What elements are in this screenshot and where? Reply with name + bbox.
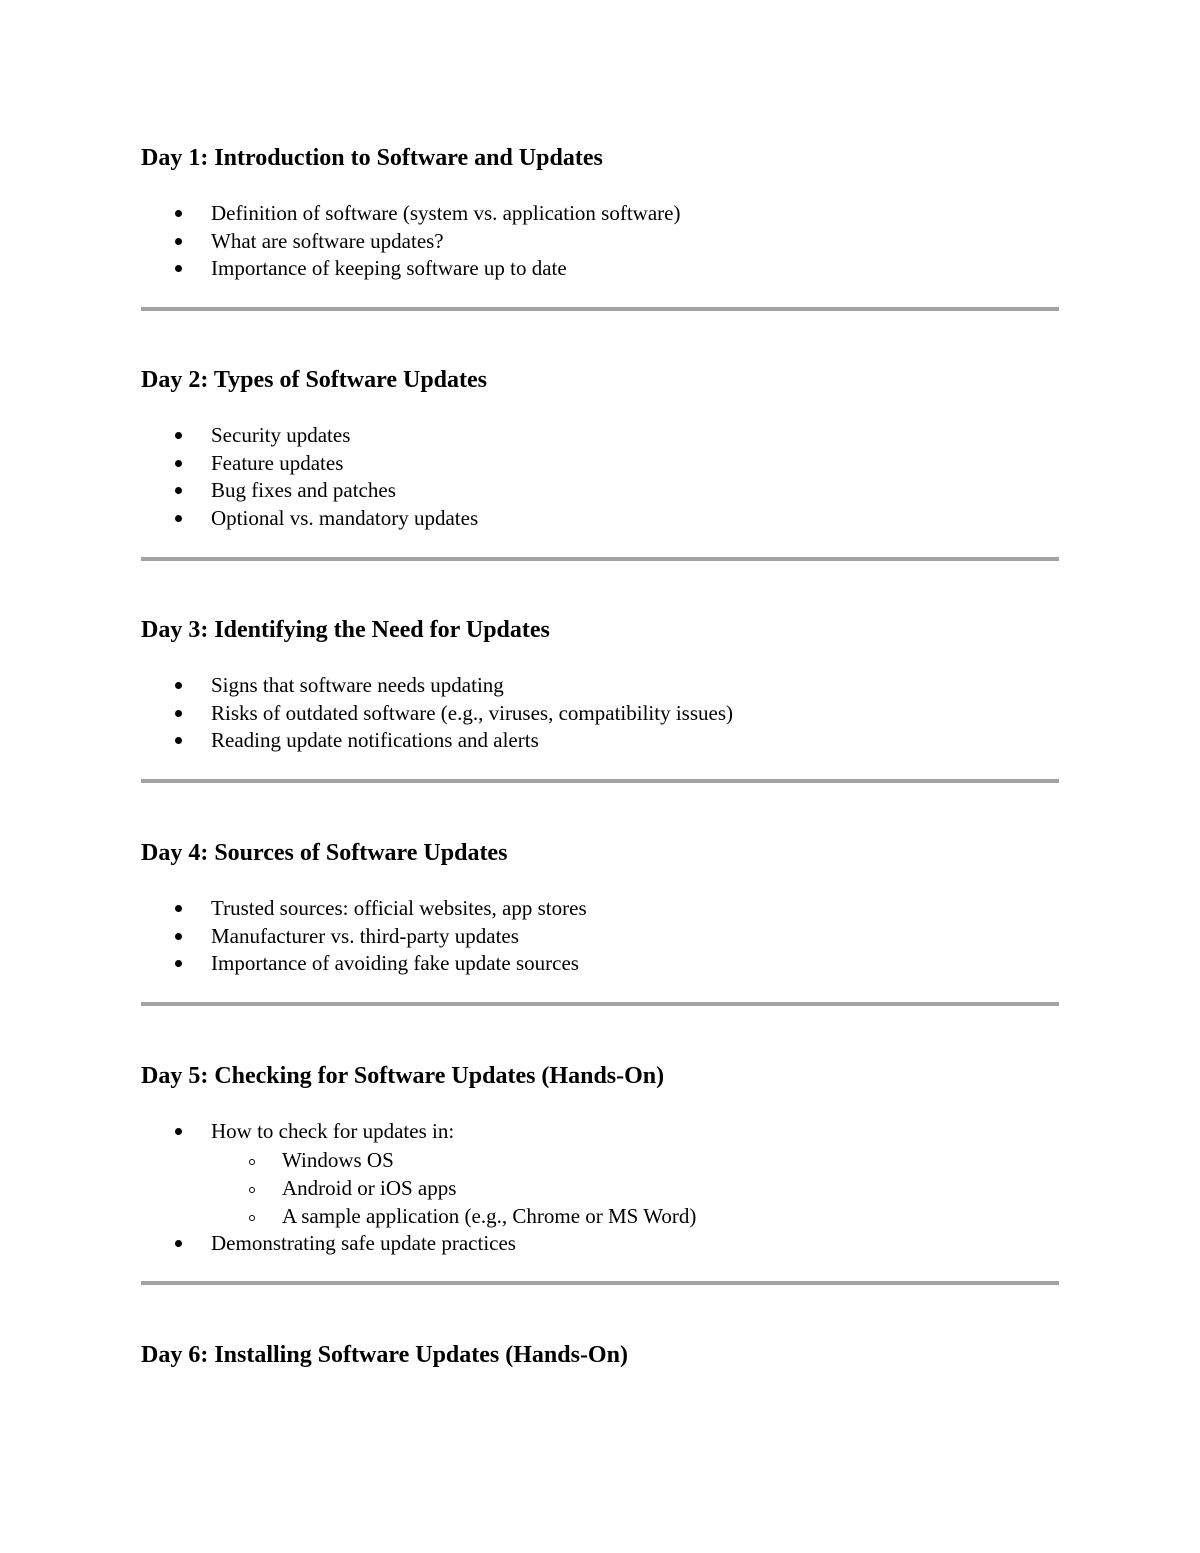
circle-bullet-icon	[249, 1215, 255, 1221]
day-5-list	[141, 1118, 1061, 1257]
circle-bullet-icon	[249, 1187, 255, 1193]
bullet-icon	[175, 487, 182, 494]
list-item-text: Reading update notifications and alerts	[211, 728, 539, 752]
bullet-icon	[175, 515, 182, 522]
bullet-icon	[175, 905, 182, 912]
day-3-list	[141, 672, 1061, 755]
day-6-heading: Day 6: Installing Software Updates (Hands-On)	[141, 1342, 628, 1368]
day-1-heading: Day 1: Introduction to Software and Updates	[141, 145, 603, 171]
list-item-text: Importance of avoiding fake update sources	[211, 951, 579, 975]
list-item-text: Manufacturer vs. third-party updates	[211, 923, 519, 948]
list-item	[141, 477, 1061, 505]
list-item	[141, 895, 1061, 923]
bullet-icon	[175, 960, 182, 967]
bullet-icon	[175, 682, 182, 689]
bullet-icon	[175, 210, 182, 217]
list-item-text: Bug fixes and patches	[211, 478, 396, 502]
list-item	[141, 422, 1061, 450]
sublist-item	[211, 1202, 1061, 1230]
list-item	[141, 450, 1061, 478]
list-item	[141, 1118, 1061, 1230]
sublist-item-text: A sample application (e.g., Chrome or MS Word)	[282, 1203, 697, 1228]
bullet-icon	[175, 432, 182, 439]
list-item-text: Demonstrating safe update practices	[211, 1230, 516, 1255]
bullet-icon	[175, 238, 182, 245]
section-divider	[141, 1002, 1059, 1006]
list-item	[141, 200, 1061, 228]
section-divider	[141, 307, 1059, 311]
day-2-section	[141, 364, 1061, 532]
bullet-icon	[175, 460, 182, 467]
section-divider	[141, 1281, 1059, 1285]
day-6-section	[141, 1339, 1061, 1371]
day-3-heading: Day 3: Identifying the Need for Updates	[141, 617, 550, 643]
list-item-text: Feature updates	[211, 450, 344, 475]
day-2-heading: Day 2: Types of Software Updates	[141, 367, 487, 393]
list-item	[141, 950, 1061, 978]
day-1-section	[141, 142, 1061, 283]
list-item-text: Importance of keeping software up to date	[211, 256, 567, 280]
list-item-text: Optional vs. mandatory updates	[211, 505, 479, 530]
list-item	[141, 923, 1061, 951]
sublist-item	[211, 1146, 1061, 1174]
day-1-list	[141, 200, 1061, 283]
list-item-text: Risks of outdated software (e.g., viruses, compatibility issues)	[211, 700, 733, 725]
bullet-icon	[175, 933, 182, 940]
day-5-sublist	[211, 1146, 1061, 1230]
list-item	[141, 228, 1061, 256]
list-item	[141, 505, 1061, 533]
day-3-section	[141, 614, 1061, 755]
bullet-icon	[175, 737, 182, 744]
day-5-heading: Day 5: Checking for Software Updates (Hands-On)	[141, 1063, 665, 1089]
section-divider	[141, 557, 1059, 561]
day-2-list	[141, 422, 1061, 532]
list-item-text: Security updates	[211, 423, 351, 447]
list-item-text: How to check for updates in:	[211, 1119, 455, 1143]
list-item-text: Signs that software needs updating	[211, 673, 504, 697]
circle-bullet-icon	[249, 1159, 255, 1165]
list-item-text: What are software updates?	[211, 228, 444, 253]
sublist-item-text: Android or iOS apps	[282, 1175, 457, 1200]
day-4-section	[141, 837, 1061, 978]
list-item	[141, 255, 1061, 283]
sublist-item	[211, 1174, 1061, 1202]
bullet-icon	[175, 1128, 182, 1135]
day-4-heading: Day 4: Sources of Software Updates	[141, 840, 508, 866]
sublist-item-text: Windows OS	[282, 1147, 394, 1172]
day-4-list	[141, 895, 1061, 978]
section-divider	[141, 779, 1059, 783]
list-item-text: Trusted sources: official websites, app stores	[211, 896, 587, 920]
bullet-icon	[175, 265, 182, 272]
list-item	[141, 700, 1061, 728]
bullet-icon	[175, 1240, 182, 1247]
list-item	[141, 672, 1061, 700]
day-5-section	[141, 1060, 1061, 1257]
list-item	[141, 727, 1061, 755]
list-item	[141, 1230, 1061, 1258]
list-item-text: Definition of software (system vs. application software)	[211, 201, 681, 225]
bullet-icon	[175, 710, 182, 717]
